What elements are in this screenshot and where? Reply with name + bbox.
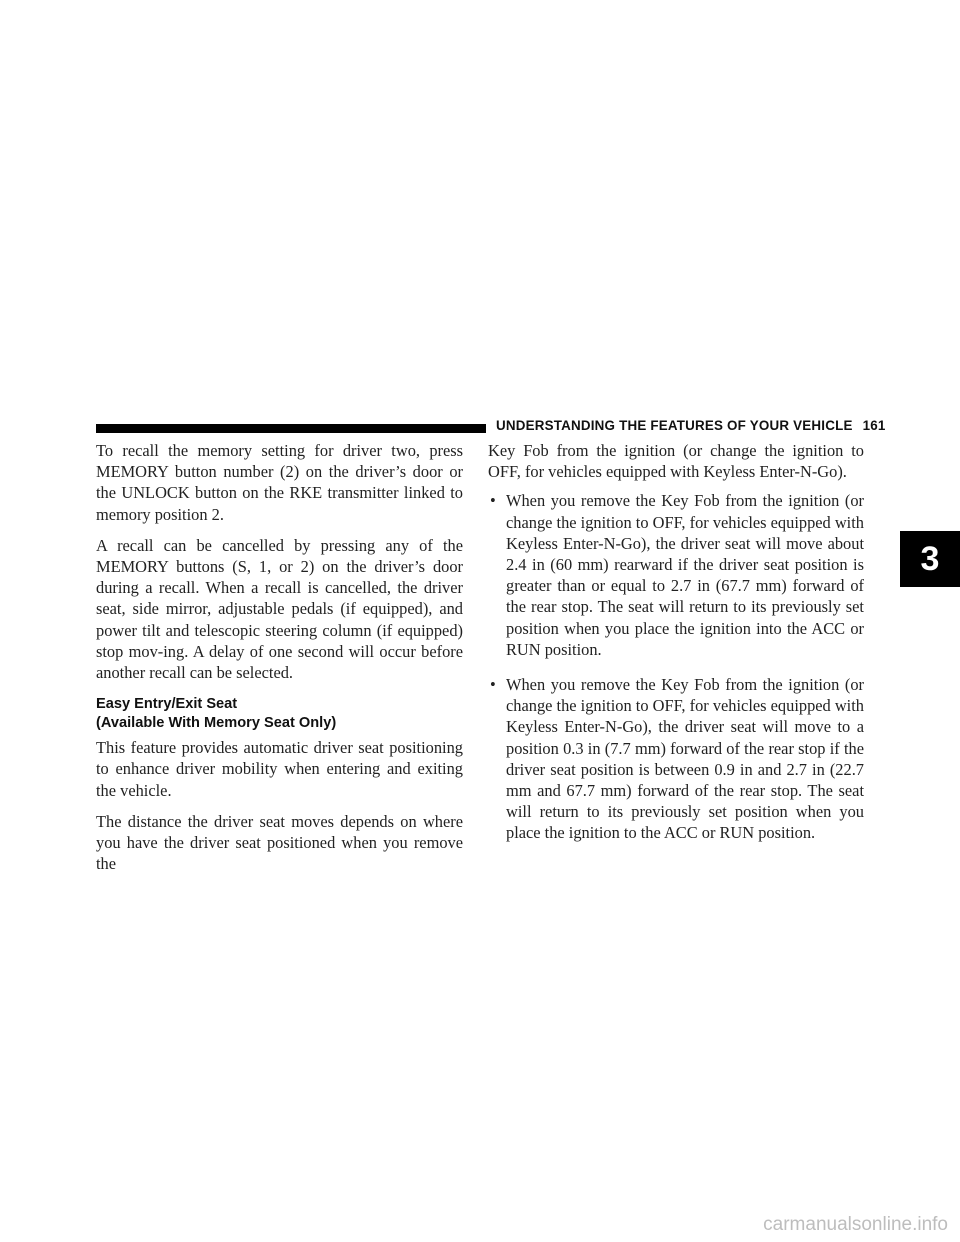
paragraph: To recall the memory setting for driver two, press MEMORY button number (2) on the driver’s door or the UNLOCK button on the RKE transmitter linked to memory position 2. [96,441,463,524]
section-heading [96,695,463,733]
paragraph: A recall can be cancelled by pressing any of the MEMORY buttons (S, 1, or 2) on the driver’s door during a recall. When a recall is cancelled, the driver seat, side mirror, adjustable pedals (if equipped), and power tilt and telescopic steering column (if equipped) stop mov-ing. A delay of one second will occur before another recall can be selected. [96,535,463,683]
running-header [496,418,886,433]
list-item [488,674,864,844]
list-item-text: When you remove the Key Fob from the ignition (or change the ignition to OFF, for vehicles equipped with Keyless Enter-N-Go), the driver seat will move to a position 0.3 in (7.7 mm) forward of the rear stop if the driver seat position is between 0.9 in and 2.7 in (22.7 mm and 67.7 mm) forward of the rear stop. The seat will return to its previously set position when you place the ignition to the ACC or RUN position. [506,675,864,843]
watermark: carmanualsonline.info [763,1214,948,1235]
left-column [96,440,463,884]
chapter-tab: 3 [900,531,960,587]
paragraph: This feature provides automatic driver seat positioning to enhance driver mobility when entering and exiting the vehicle. [96,738,463,800]
header-rule [96,424,486,433]
page-number: 161 [862,418,886,433]
heading-line: Easy Entry/Exit Seat [96,696,238,713]
bullet-icon: • [490,675,496,695]
bullet-icon: • [490,491,496,511]
right-column [488,440,864,858]
heading-line: (Available With Memory Seat Only) [96,715,337,732]
paragraph-continuation: Key Fob from the ignition (or change the ignition to OFF, for vehicles equipped with Keyless Enter-N-Go). [488,441,864,482]
list-item-text: When you remove the Key Fob from the ignition (or change the ignition to OFF, for vehicles equipped with Keyless Enter-N-Go), the driver seat will move about 2.4 in (60 mm) rearward if the driver seat position is greater than or equal to 2.7 in (67.7 mm) forward of the rear stop. The seat will return to its previously set position when you place the ignition into the ACC or RUN position. [506,491,864,659]
list-item [488,490,864,660]
paragraph: The distance the driver seat moves depends on where you have the driver seat positioned when you remove the [96,811,463,874]
section-title: UNDERSTANDING THE FEATURES OF YOUR VEHICLE [496,418,853,433]
